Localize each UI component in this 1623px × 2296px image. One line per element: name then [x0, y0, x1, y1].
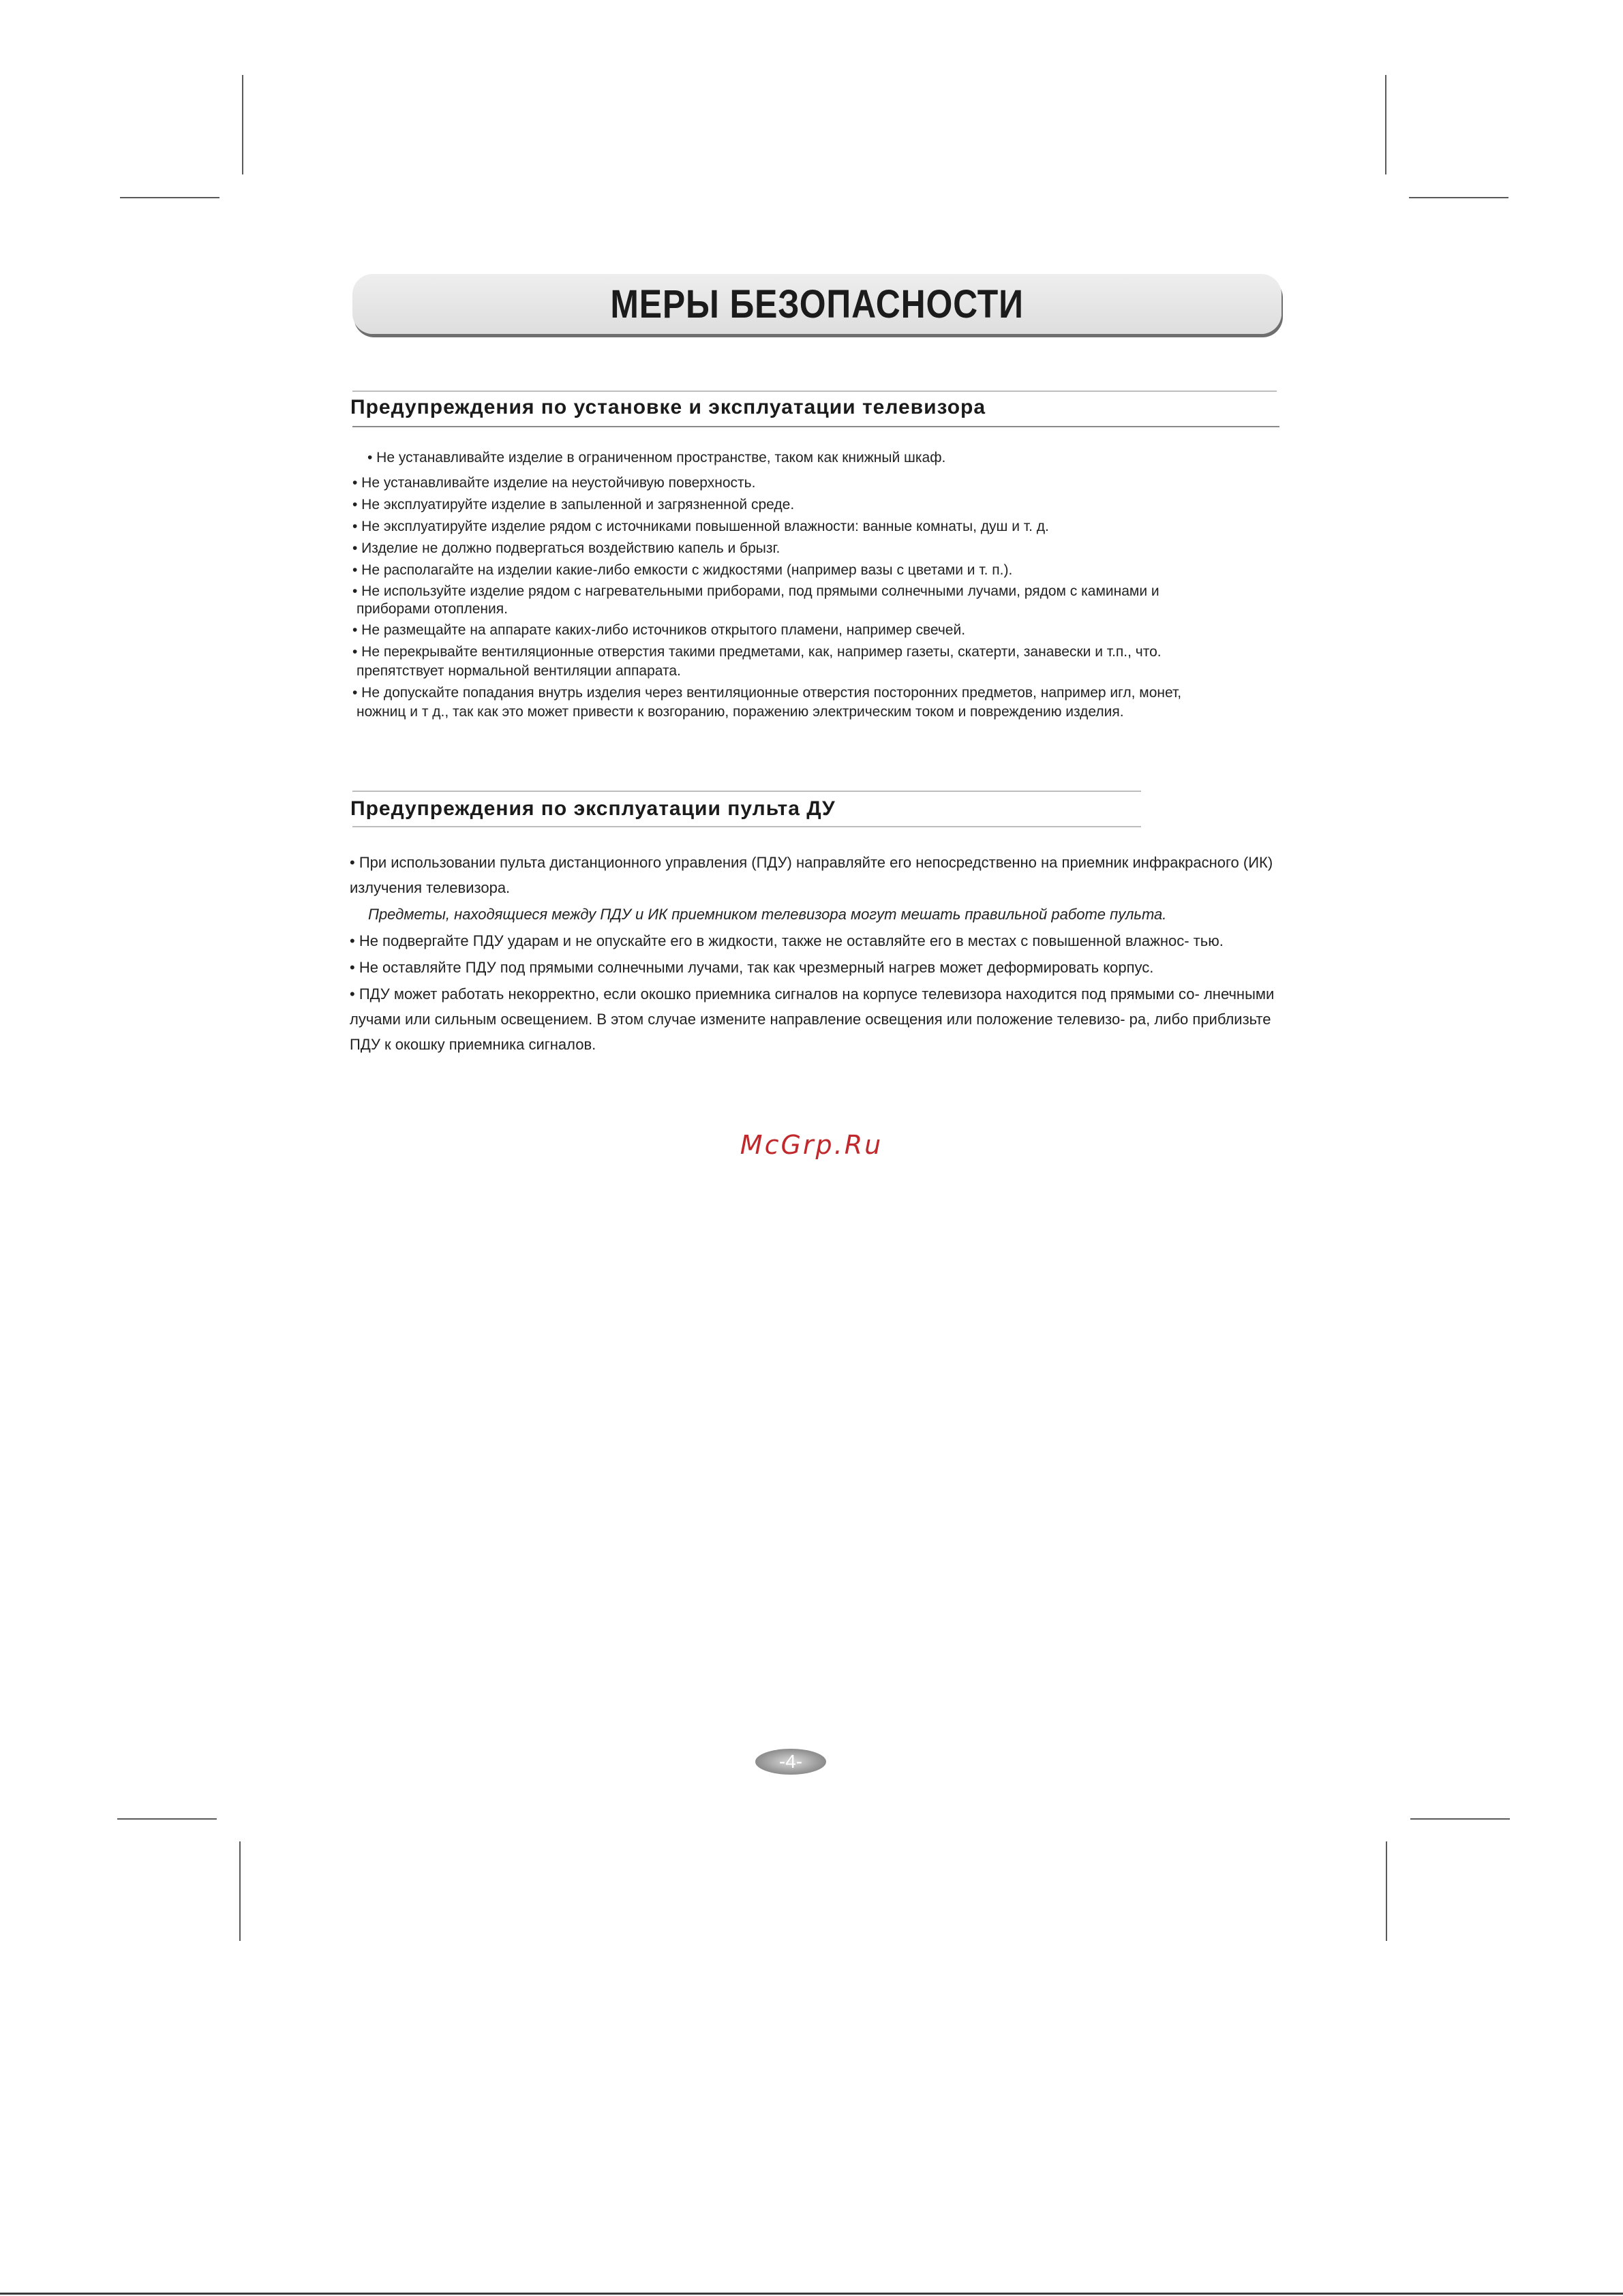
- list-item: • Не устанавливайте изделие в ограниченном пространстве, таком как книжный шкаф.: [367, 450, 946, 465]
- list-item-continuation: ножниц и т д., так как это может привести к возгоранию, поражению электрическим током и повреждению изделия.: [357, 704, 1124, 720]
- bottom-border: [0, 2293, 1623, 2295]
- page-title: МЕРЫ БЕЗОПАСНОСТИ: [610, 281, 1024, 326]
- paragraph: • Не оставляйте ПДУ под прямыми солнечными лучами, так как чрезмерный нагрев может деформировать корпус.: [350, 959, 1154, 976]
- italic-note: Предметы, находящиеся между ПДУ и ИК приемником телевизора могут мешать правильной работе пульта.: [368, 906, 1167, 923]
- paragraph: • Не подвергайте ПДУ ударам и не опускайте его в жидкости, также не оставляйте его в местах с повышенной влажнос- тью.: [350, 932, 1224, 949]
- watermark-text: McGrp.Ru: [740, 1130, 883, 1160]
- remote-warnings: [350, 850, 1297, 1058]
- section-rule-top: [352, 791, 1141, 792]
- list-item: [352, 684, 1293, 722]
- section-heading-installation: Предупреждения по установке и эксплуатации телевизора: [350, 396, 986, 418]
- list-item-continuation: препятствует нормальной вентиляции аппарата.: [357, 663, 681, 679]
- list-item: • Не располагайте на изделии какие-либо емкости с жидкостями (например вазы с цветами и т. п.).: [352, 562, 1013, 578]
- list-item-line: • Не используйте изделие рядом с нагревательными приборами, под прямыми солнечными лучами, рядом с каминами и: [352, 583, 1159, 599]
- crop-mark: [1385, 75, 1386, 174]
- list-item: • Изделие не должно подвергаться воздействию капель и брызг.: [352, 540, 780, 556]
- title-banner: [352, 274, 1281, 334]
- crop-mark: [1410, 1818, 1510, 1820]
- list-item: • Не устанавливайте изделие на неустойчивую поверхность.: [352, 475, 756, 491]
- crop-mark: [1386, 1841, 1387, 1941]
- crop-mark: [117, 1818, 217, 1820]
- list-item-line: • Не допускайте попадания внутрь изделия через вентиляционные отверстия посторонних предметов, например игл, монет,: [352, 685, 1182, 701]
- section-rule-bottom: [352, 426, 1279, 427]
- crop-mark: [242, 75, 243, 174]
- section-heading-remote: Предупреждения по эксплуатации пульта ДУ: [350, 797, 836, 820]
- list-item: • Не размещайте на аппарате каких-либо источников открытого пламени, например свечей.: [352, 622, 966, 638]
- section-rule-bottom: [352, 826, 1141, 827]
- paragraph: • ПДУ может работать некорректно, если окошко приемника сигналов на корпусе телевизора находится под прямыми со- лнечными лучами или сильным освещением. В этом случае измените направление освещения или положение телевизо- ра, либо приблизьте ПДУ к окошку приемника сигналов.: [350, 985, 1275, 1053]
- list-item: • Не эксплуатируйте изделие рядом с источниками повышенной влажности: ванные комнаты, душ и т. д.: [352, 519, 1049, 534]
- list-item: • Не эксплуатируйте изделие в запыленной и загрязненной среде.: [352, 497, 795, 512]
- page-number-badge: -4-: [755, 1749, 826, 1775]
- list-item-line: • Не перекрывайте вентиляционные отверстия такими предметами, как, например газеты, скатерти, занавески и т.п., что.: [352, 644, 1162, 660]
- section-rule-top: [352, 391, 1277, 392]
- list-item-continuation: приборами отопления.: [357, 601, 508, 617]
- list-item: [352, 643, 1293, 681]
- crop-mark: [239, 1841, 241, 1941]
- crop-mark: [120, 197, 219, 198]
- paragraph: • При использовании пульта дистанционного управления (ПДУ) направляйте его непосредственно на приемник инфракрасного (ИК) излучения телевизора.: [350, 854, 1273, 896]
- installation-warnings-list: [352, 448, 1293, 724]
- crop-mark: [1409, 197, 1508, 198]
- list-item: [352, 583, 1293, 618]
